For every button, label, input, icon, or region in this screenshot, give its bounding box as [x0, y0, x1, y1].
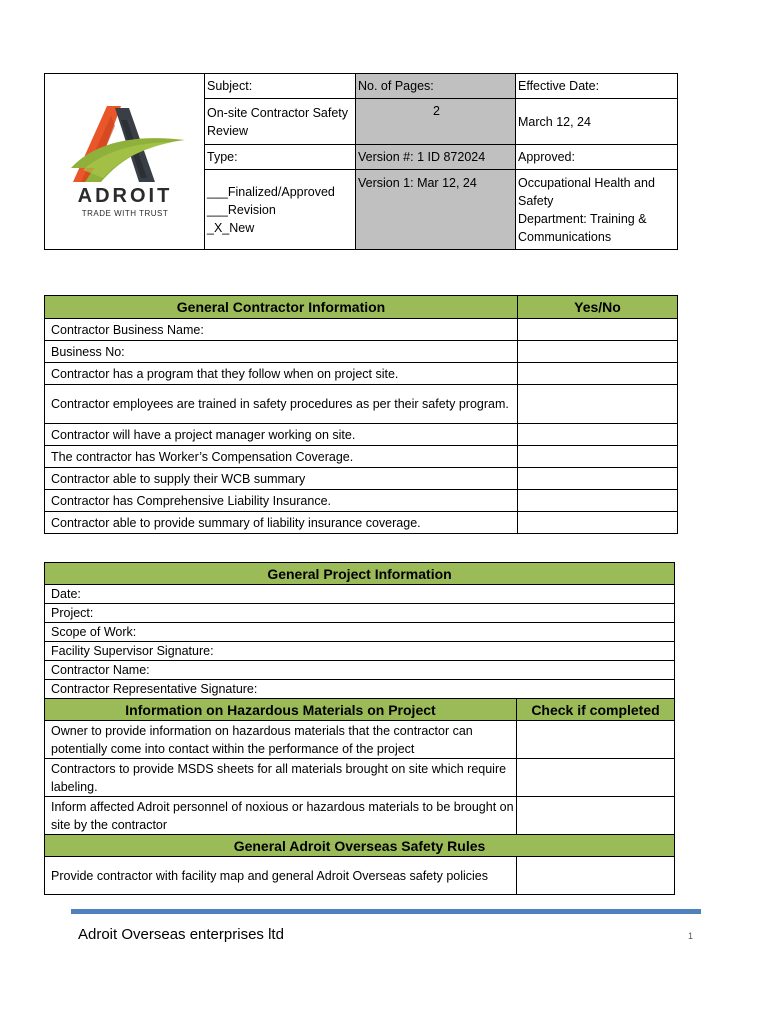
effective-date-label: Effective Date:: [516, 74, 678, 99]
project-field-scope[interactable]: Scope of Work:: [45, 623, 675, 642]
table-row: [45, 468, 678, 490]
table-row: [45, 661, 675, 680]
row-label: Contractor able to provide summary of liability insurance coverage.: [45, 512, 518, 534]
project-field-supervisor-signature[interactable]: Facility Supervisor Signature:: [45, 642, 675, 661]
yes-no-cell[interactable]: [518, 363, 678, 385]
table-row: [45, 385, 678, 424]
logo-brand-text: ADROIT: [77, 184, 172, 207]
row-label: Owner to provide information on hazardous materials that the contractor can potentially come into contact within the performance of the project: [45, 721, 517, 759]
type-option-finalized: ___Finalized/Approved: [207, 184, 335, 199]
row-label: Contractors to provide MSDS sheets for all materials brought on site which require labeling.: [45, 759, 517, 797]
project-field-project[interactable]: Project:: [45, 604, 675, 623]
table-row: [45, 512, 678, 534]
row-label: Provide contractor with facility map and general Adroit Overseas safety policies: [45, 857, 517, 895]
check-cell[interactable]: [517, 857, 675, 895]
table-row: [45, 604, 675, 623]
table-row: [45, 857, 675, 895]
type-option-new: _X_New: [207, 220, 255, 235]
table-row: [45, 341, 678, 363]
general-contractor-table: [44, 295, 678, 534]
yes-no-cell[interactable]: [518, 468, 678, 490]
safety-rules-heading: General Adroit Overseas Safety Rules: [45, 835, 675, 857]
table-row: [45, 642, 675, 661]
subject-value: On-site Contractor Safety Review: [205, 99, 356, 145]
table-row: [45, 721, 675, 759]
row-label: The contractor has Worker’s Compensation Coverage.: [45, 446, 518, 468]
approved-value: Occupational Health and Safety: [518, 175, 655, 208]
project-field-date[interactable]: Date:: [45, 585, 675, 604]
page-number: 1: [688, 931, 694, 941]
yes-no-cell[interactable]: [518, 385, 678, 424]
logo-cell: [45, 74, 205, 250]
approved-label: Approved:: [516, 145, 678, 170]
table-row: [45, 490, 678, 512]
general-project-heading: General Project Information: [45, 563, 675, 585]
type-label: Type:: [205, 145, 356, 170]
yes-no-cell[interactable]: [518, 512, 678, 534]
row-label: Business No:: [45, 341, 518, 363]
general-contractor-heading: General Contractor Information: [45, 296, 518, 319]
row-label: Contractor Business Name:: [45, 319, 518, 341]
table-row: [45, 623, 675, 642]
document-header-table: [44, 73, 678, 250]
general-project-table: [44, 562, 675, 895]
version-value: Version 1: Mar 12, 24: [356, 170, 516, 250]
row-label: Contractor has a program that they follow when on project site.: [45, 363, 518, 385]
department-value: Department: Training & Communications: [518, 211, 647, 244]
yes-no-cell[interactable]: [518, 319, 678, 341]
pages-value: 2: [356, 99, 516, 145]
table-row: [45, 424, 678, 446]
yes-no-cell[interactable]: [518, 424, 678, 446]
check-cell[interactable]: [517, 759, 675, 797]
footer-divider: [71, 909, 701, 914]
check-cell[interactable]: [517, 797, 675, 835]
table-row: [45, 363, 678, 385]
table-row: [45, 446, 678, 468]
footer-company: Adroit Overseas enterprises ltd: [78, 926, 284, 943]
check-completed-heading: Check if completed: [517, 699, 675, 721]
table-row: [45, 759, 675, 797]
table-row: [45, 585, 675, 604]
row-label: Contractor will have a project manager working on site.: [45, 424, 518, 446]
yes-no-cell[interactable]: [518, 341, 678, 363]
type-option-revision: ___Revision: [207, 202, 276, 217]
subject-label: Subject:: [205, 74, 356, 99]
table-row: [45, 680, 675, 699]
project-field-contractor-name[interactable]: Contractor Name:: [45, 661, 675, 680]
effective-date-value: March 12, 24: [516, 99, 678, 145]
check-cell[interactable]: [517, 721, 675, 759]
logo-tagline: TRADE WITH TRUST: [81, 208, 168, 218]
row-label: Contractor able to supply their WCB summary: [45, 468, 518, 490]
row-label: Inform affected Adroit personnel of noxious or hazardous materials to be brought on site by the contractor: [45, 797, 517, 835]
adroit-logo: [55, 98, 195, 226]
approved-value-cell: [516, 170, 678, 250]
yes-no-cell[interactable]: [518, 446, 678, 468]
hazardous-heading: Information on Hazardous Materials on Project: [45, 699, 517, 721]
row-label: Contractor has Comprehensive Liability Insurance.: [45, 490, 518, 512]
type-options: [205, 170, 356, 250]
yes-no-heading: Yes/No: [518, 296, 678, 319]
row-label: Contractor employees are trained in safety procedures as per their safety program.: [45, 385, 518, 424]
version-label: Version #: 1 ID 872024: [356, 145, 516, 170]
table-row: [45, 797, 675, 835]
pages-label: No. of Pages:: [356, 74, 516, 99]
yes-no-cell[interactable]: [518, 490, 678, 512]
table-row: [45, 319, 678, 341]
project-field-representative-signature[interactable]: Contractor Representative Signature:: [45, 680, 675, 699]
